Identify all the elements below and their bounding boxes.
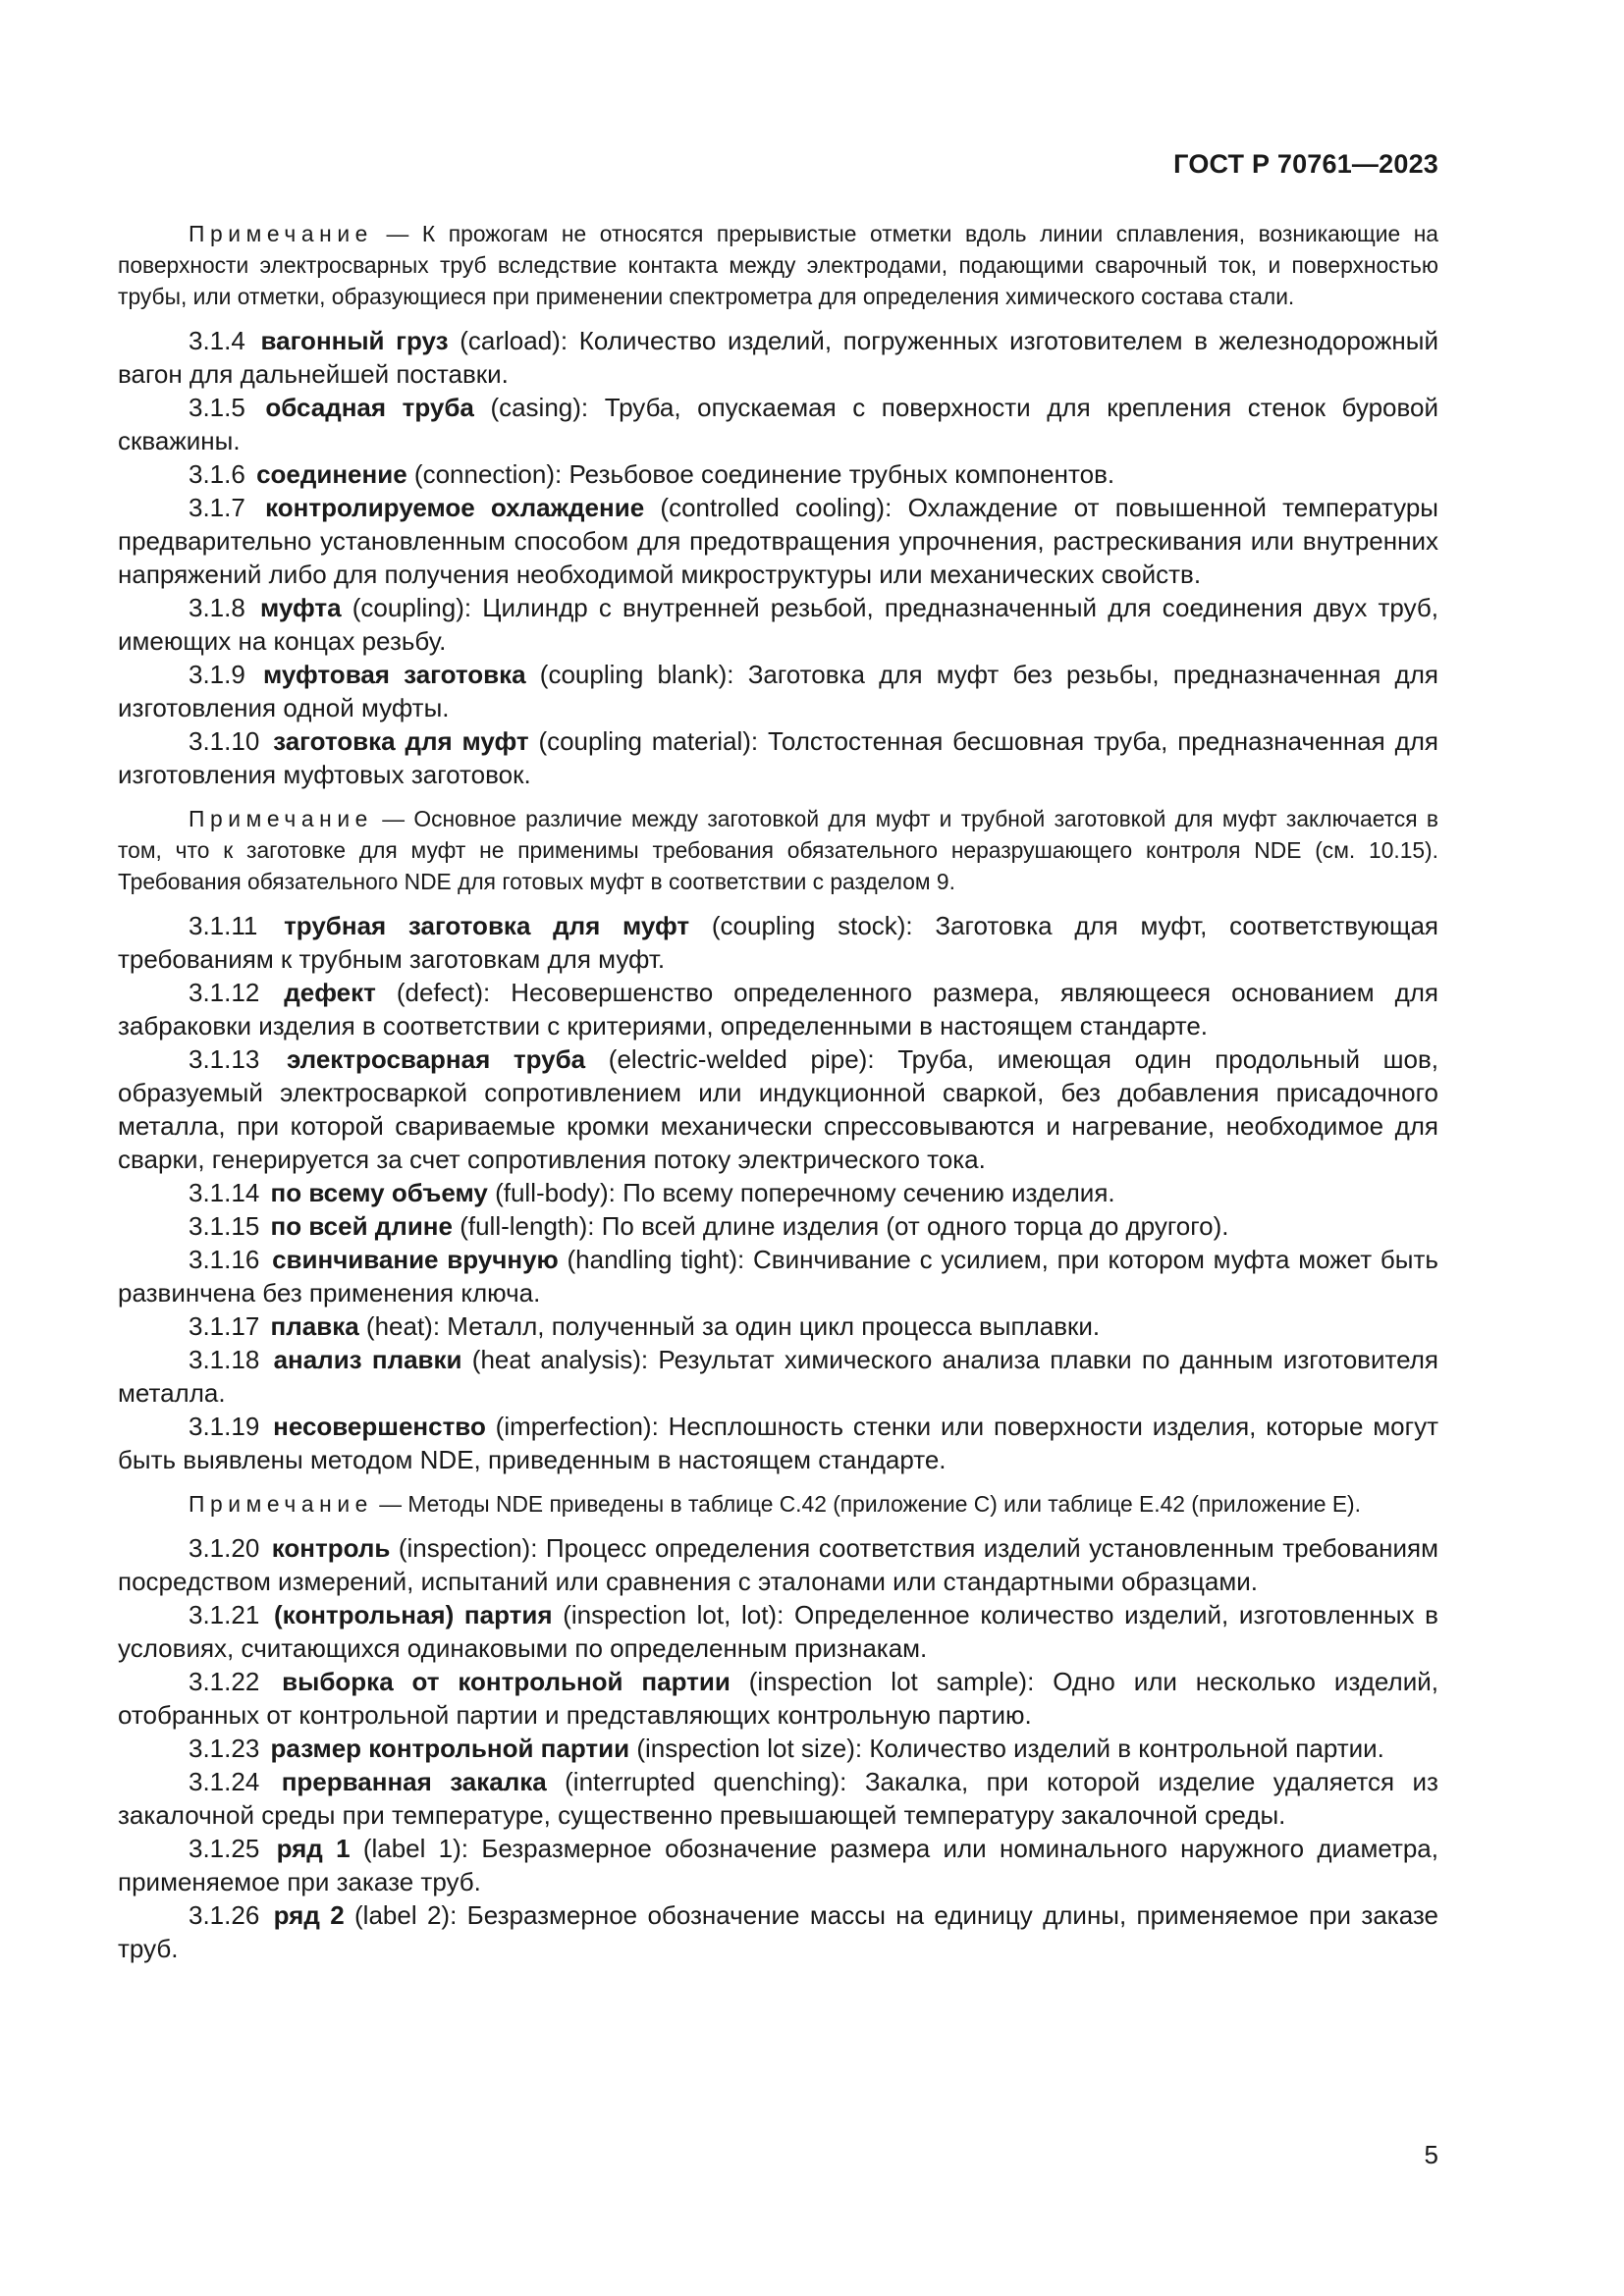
term-number: 3.1.8: [189, 593, 245, 622]
note-label: Примечание: [189, 221, 373, 246]
term-entry: [118, 457, 1438, 491]
term-english: (imperfection):: [495, 1412, 659, 1441]
term-english: (defect):: [396, 978, 491, 1007]
term-title: по всей длине: [270, 1211, 453, 1241]
term-english: (full-length):: [460, 1211, 595, 1241]
term-title: дефект: [284, 978, 376, 1007]
term-number: 3.1.22: [189, 1667, 260, 1696]
term-english: (inspection lot sample):: [748, 1667, 1035, 1696]
term-entry: [118, 491, 1438, 591]
term-entry: [118, 1732, 1438, 1765]
term-title: по всему объему: [270, 1178, 488, 1207]
term-number: 3.1.12: [189, 978, 260, 1007]
term-entry: [118, 1765, 1438, 1832]
term-number: 3.1.21: [189, 1600, 260, 1629]
term-english: (connection):: [413, 459, 563, 489]
term-number: 3.1.26: [189, 1900, 260, 1930]
page-number: 5: [1424, 2140, 1438, 2169]
term-english: (interrupted quenching):: [565, 1767, 847, 1796]
term-title: контроль: [271, 1533, 391, 1563]
term-number: 3.1.6: [189, 459, 245, 489]
term-entry: [118, 1898, 1438, 1965]
term-entry: [118, 1042, 1438, 1176]
term-english: (coupling material):: [538, 726, 759, 756]
term-title: выборка от контрольной партии: [282, 1667, 731, 1696]
term-number: 3.1.5: [189, 393, 245, 422]
term-number: 3.1.13: [189, 1044, 260, 1074]
note-text: — К прожогам не относятся прерывистые отметки вдоль линии сплавления, возникающие на поверхности электросварных труб вследствие контакта между электродами, подающими сварочный ток, и поверхностью трубы, или отметки, образующиеся при применении спектрометра для определения химического состава стали.: [118, 221, 1438, 309]
term-entry: [118, 1665, 1438, 1732]
term-entry: [118, 1832, 1438, 1898]
term-entry: [118, 976, 1438, 1042]
term-definition: Заготовка для муфт без резьбы, предназначенная для изготовления одной муфты.: [118, 660, 1438, 722]
term-definition: Толстостенная бесшовная труба, предназначенная для изготовления муфтовых заготовок.: [118, 726, 1438, 789]
term-english: (casing):: [490, 393, 589, 422]
term-title: соединение: [256, 459, 407, 489]
term-definition: По всей длине изделия (от одного торца до другого).: [601, 1211, 1229, 1241]
term-number: 3.1.10: [189, 726, 260, 756]
term-title: ряд 2: [273, 1900, 345, 1930]
term-number: 3.1.9: [189, 660, 245, 689]
term-entry: [118, 658, 1438, 724]
term-definition: Количество изделий, погруженных изготовителем в железнодорожный вагон для дальнейшей поставки.: [118, 326, 1438, 389]
term-definition: Количество изделий в контрольной партии.: [869, 1734, 1384, 1763]
term-number: 3.1.11: [189, 911, 258, 940]
term-english: (carload):: [460, 326, 568, 355]
term-title: ряд 1: [276, 1834, 351, 1863]
term-definition: Одно или несколько изделий, отобранных от контрольной партии и представляющих контрольную партию.: [118, 1667, 1438, 1730]
document-page: [118, 0, 1438, 2296]
term-definition: Результат химического анализа плавки по данным изготовителя металла.: [118, 1345, 1438, 1408]
term-english: (heat analysis):: [471, 1345, 649, 1374]
term-title: свинчивание вручную: [272, 1245, 559, 1274]
term-number: 3.1.18: [189, 1345, 260, 1374]
term-definition: Несовершенство определенного размера, являющееся основанием для забраковки изделия в соответствии с критериями, определенными в настоящем стандарте.: [118, 978, 1438, 1041]
term-number: 3.1.17: [189, 1311, 260, 1341]
term-definition: Безразмерное обозначение массы на единицу длины, применяемое при заказе труб.: [118, 1900, 1438, 1963]
term-definition: Металл, полученный за один цикл процесса выплавки.: [447, 1311, 1101, 1341]
term-entry: [118, 1343, 1438, 1410]
term-english: (coupling blank):: [539, 660, 734, 689]
term-title: заготовка для муфт: [273, 726, 529, 756]
note-paragraph: [118, 803, 1438, 897]
term-entry: [118, 1209, 1438, 1243]
term-definition: Труба, опускаемая с поверхности для крепления стенок буровой скважины.: [118, 393, 1438, 455]
term-title: прерванная закалка: [281, 1767, 547, 1796]
term-definition: Охлаждение от повышенной температуры предварительно установленным способом для предотвращения упрочнения, растрескивания или внутренних напряжений либо для получения необходимой микроструктуры или механических свойств.: [118, 493, 1438, 589]
term-entry: [118, 1176, 1438, 1209]
term-number: 3.1.24: [189, 1767, 260, 1796]
term-number: 3.1.16: [189, 1245, 260, 1274]
term-definition: Свинчивание с усилием, при котором муфта может быть развинчена без применения ключа.: [118, 1245, 1438, 1308]
term-number: 3.1.14: [189, 1178, 260, 1207]
term-definition: Определенное количество изделий, изготовленных в условиях, считающихся одинаковыми по определенным признакам.: [118, 1600, 1438, 1663]
term-title: плавка: [270, 1311, 359, 1341]
term-title: муфтовая заготовка: [263, 660, 526, 689]
term-entry: [118, 1531, 1438, 1598]
term-definition: Несплошность стенки или поверхности изделия, которые могут быть выявлены методом NDE, приведенным в настоящем стандарте.: [118, 1412, 1438, 1474]
term-definition: Безразмерное обозначение размера или номинального наружного диаметра, применяемое при заказе труб.: [118, 1834, 1438, 1896]
term-number: 3.1.15: [189, 1211, 260, 1241]
term-entry: [118, 1598, 1438, 1665]
term-english: (heat):: [365, 1311, 441, 1341]
term-english: (coupling stock):: [711, 911, 913, 940]
term-number: 3.1.25: [189, 1834, 260, 1863]
term-definition: Процесс определения соответствия изделий установленным требованиям посредством измерений, испытаний или сравнения с эталонами или стандартными образцами.: [118, 1533, 1438, 1596]
term-number: 3.1.7: [189, 493, 245, 522]
term-title: (контрольная) партия: [273, 1600, 553, 1629]
term-entry: [118, 1410, 1438, 1476]
term-definition: Заготовка для муфт, соответствующая требованиям к трубным заготовкам для муфт.: [118, 911, 1438, 974]
term-title: несовершенство: [273, 1412, 486, 1441]
term-number: 3.1.4: [189, 326, 245, 355]
note-text: — Основное различие между заготовкой для муфт и трубной заготовкой для муфт заключается в том, что к заготовке для муфт не применимы требования обязательного неразрушающего контроля NDE (см. 10.15). Требования обязательного NDE для готовых муфт в соответствии с разделом 9.: [118, 806, 1438, 894]
note-paragraph: [118, 1488, 1438, 1520]
note-text: — Методы NDE приведены в таблице C.42 (приложение C) или таблице E.42 (приложение E).: [379, 1491, 1361, 1517]
term-english: (inspection):: [398, 1533, 538, 1563]
document-body: [118, 218, 1438, 1965]
term-title: обсадная труба: [265, 393, 474, 422]
term-entry: [118, 591, 1438, 658]
term-definition: Цилиндр с внутренней резьбой, предназначенный для соединения двух труб, имеющих на концах резьбу.: [118, 593, 1439, 656]
term-entry: [118, 1243, 1438, 1309]
term-entry: [118, 909, 1438, 976]
term-english: (inspection lot size):: [636, 1734, 863, 1763]
term-entry: [118, 724, 1438, 791]
term-english: (label 1):: [362, 1834, 469, 1863]
term-definition: Резьбовое соединение трубных компонентов.: [568, 459, 1115, 489]
term-number: 3.1.20: [189, 1533, 260, 1563]
term-definition: Труба, имеющая один продольный шов, образуемый электросваркой сопротивлением или индукционной сваркой, без добавления присадочного металла, при которой свариваемые кромки механически спрессовываются и нагревание, необходимое для сварки, генерируется за счет сопротивления потоку электрического тока.: [118, 1044, 1438, 1174]
term-entry: [118, 391, 1438, 457]
term-entry: [118, 1309, 1438, 1343]
term-definition: Закалка, при которой изделие удаляется из закалочной среды при температуре, существенно превышающей температуру закалочной среды.: [118, 1767, 1438, 1830]
document-header: ГОСТ Р 70761—2023: [1173, 149, 1438, 179]
term-english: (controlled cooling):: [660, 493, 893, 522]
note-label: Примечание: [189, 806, 373, 831]
term-title: муфта: [259, 593, 342, 622]
term-english: (label 2):: [354, 1900, 458, 1930]
term-title: трубная заготовка для муфт: [284, 911, 690, 940]
term-title: электросварная труба: [286, 1044, 586, 1074]
term-definition: По всему поперечному сечению изделия.: [623, 1178, 1115, 1207]
note-paragraph: [118, 218, 1438, 312]
term-english: (electric-welded pipe):: [608, 1044, 875, 1074]
term-title: размер контрольной партии: [270, 1734, 630, 1763]
note-label: Примечание: [189, 1491, 373, 1517]
term-title: вагонный груз: [260, 326, 449, 355]
term-english: (inspection lot, lot):: [563, 1600, 785, 1629]
term-english: (handling tight):: [567, 1245, 745, 1274]
term-title: анализ плавки: [273, 1345, 462, 1374]
term-english: (coupling):: [352, 593, 472, 622]
term-entry: [118, 324, 1438, 391]
term-title: контролируемое охлаждение: [265, 493, 645, 522]
term-english: (full-body):: [495, 1178, 616, 1207]
term-number: 3.1.23: [189, 1734, 260, 1763]
term-number: 3.1.19: [189, 1412, 260, 1441]
